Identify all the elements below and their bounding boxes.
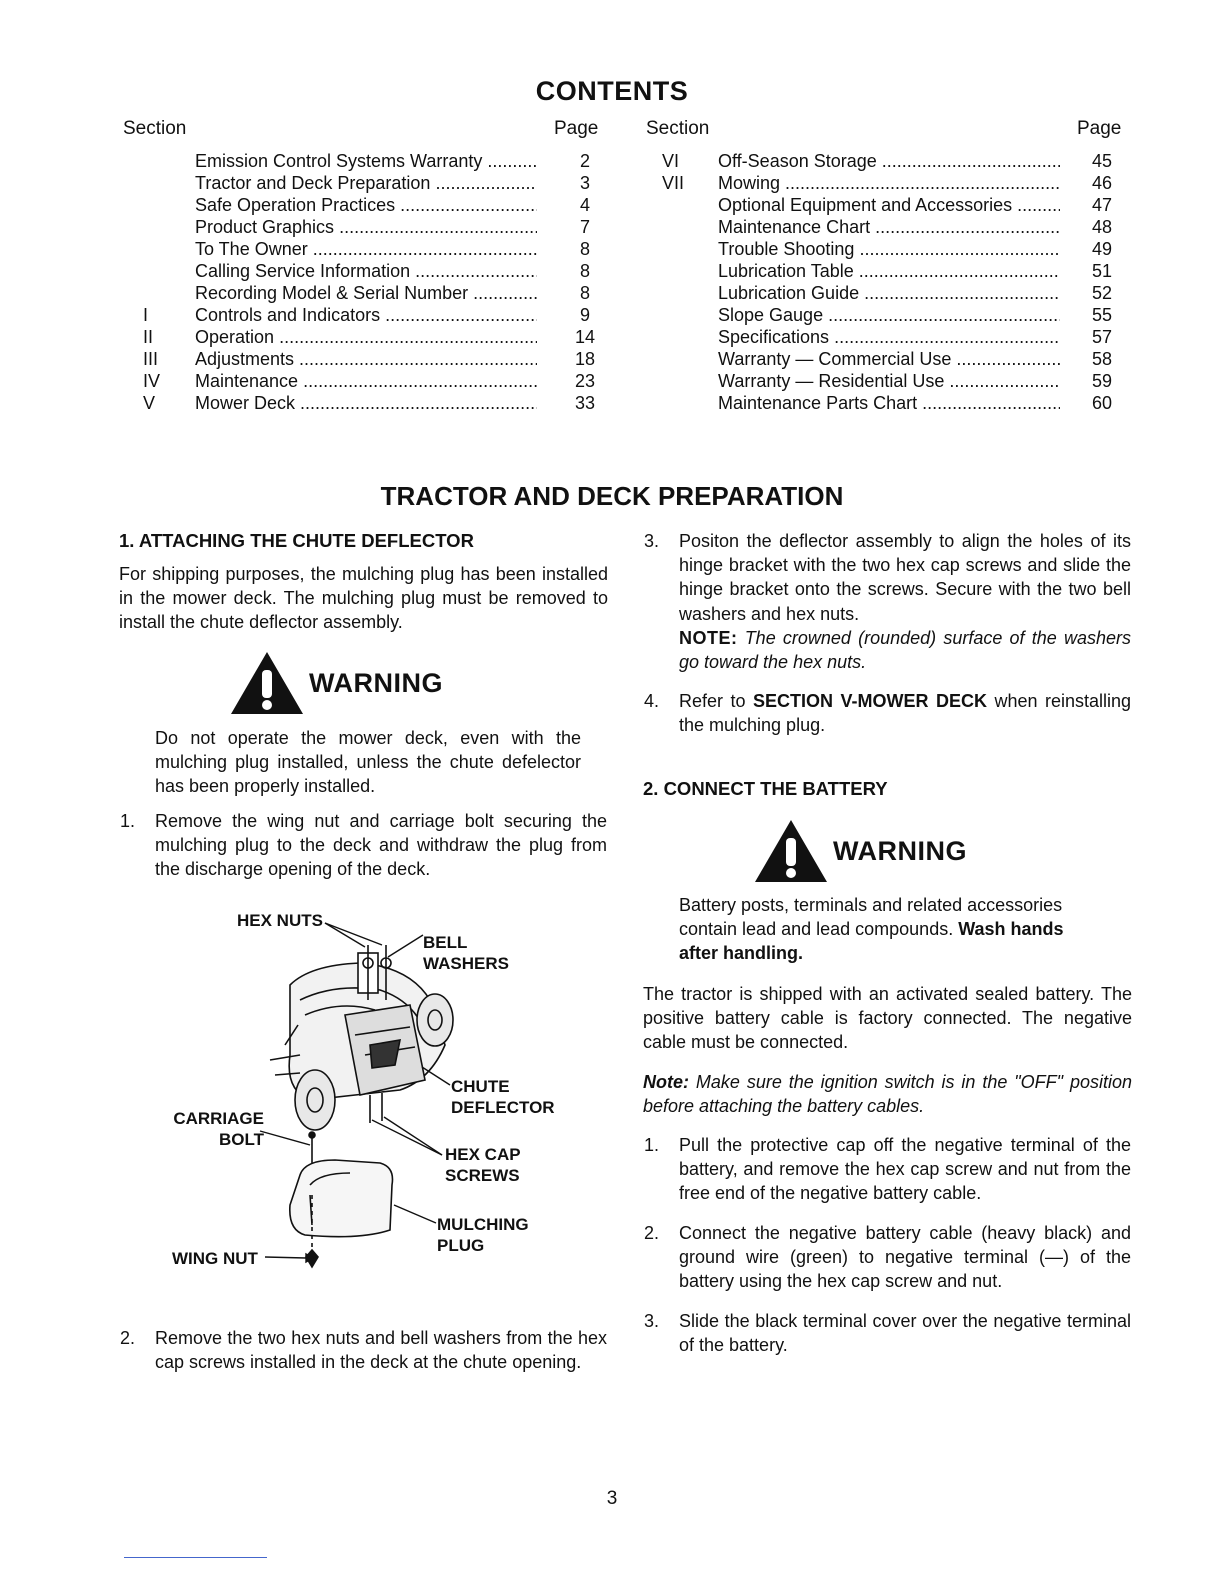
toc-entry-title: Maintenance ..... [195,370,537,392]
toc-entry [662,282,1122,304]
toc-entry-title: To The Owner ..... [195,238,537,260]
toc-section-number: V [143,393,156,413]
toc-entry-title: Maintenance Chart ..... [718,216,1060,238]
label-mulching-plug: MULCHING PLUG [437,1215,529,1255]
toc-entry-title: Emission Control Systems Warranty ..... [195,150,537,172]
toc-entry [662,326,1122,348]
footer-rule [124,1557,267,1558]
toc-page-number: 4 [579,195,590,215]
toc-page-number: 58 [1091,349,1113,369]
toc-entry [662,172,1122,194]
toc-entry [143,238,605,260]
toc-page-number: 8 [579,239,590,259]
toc-page-number: 47 [1091,195,1113,215]
battery-step-3: 3. Slide the black terminal cover over the negative terminal of the battery. [644,1311,1131,1356]
toc-page-number: 23 [574,371,596,391]
toc-page-number: 14 [574,327,596,347]
toc-entry-title: Warranty — Residential Use ..... [718,370,1060,392]
toc-entry-title: Tractor and Deck Preparation ..... [195,172,537,194]
warning-icon [753,818,829,884]
chute-warning-text: Do not operate the mower deck, even with the mulching plug installed, unless the chute defelector has been properly installed. [155,728,581,797]
chute-step-4: 4. Refer to SECTION V-MOWER DECK when reinstalling the mulching plug. [644,691,1132,736]
toc-entry-title: Mower Deck ..... [195,392,537,414]
toc-entry-title: Off-Season Storage ..... [718,150,1060,172]
toc-entry [143,172,605,194]
toc-page-number: 46 [1091,173,1113,193]
toc-entry-title: Safe Operation Practices ..... [195,194,537,216]
battery-warning-banner [753,818,967,884]
toc-entry [662,216,1122,238]
toc-entry-title: Product Graphics ..... [195,216,537,238]
toc-page-number: 55 [1091,305,1113,325]
battery-note: Note: Make sure the ignition switch is in the "OFF" position before attaching the battery cables. [643,1072,1132,1117]
battery-heading: 2. CONNECT THE BATTERY [643,778,888,799]
chute-deflector-figure [160,905,580,1285]
label-wing-nut: WING NUT [172,1249,258,1268]
page-number: 3 [606,1488,618,1509]
label-hex-nuts: HEX NUTS [237,911,323,930]
toc-section-header-right: Section [646,118,710,139]
toc-page-number: 52 [1091,283,1113,303]
toc-entry [662,304,1122,326]
toc-entry [143,348,605,370]
toc-entry [662,260,1122,282]
battery-warning-text: Battery posts, terminals and related accessories contain lead and lead compounds. Wash hands after handling. [679,895,1064,964]
toc-section-number: VI [662,151,680,171]
toc-page-number: 2 [579,151,590,171]
toc-page-number: 59 [1091,371,1113,391]
toc-section-number: III [143,349,159,369]
toc-entry [143,260,605,282]
toc-page-number: 3 [579,173,590,193]
toc-entry-title: Mowing ..... [718,172,1060,194]
toc-entry [143,194,605,216]
toc-page-header-left: Page [554,118,599,139]
toc-section-number: II [143,327,154,347]
toc-entry-title: Controls and Indicators ..... [195,304,537,326]
chute-step-1: 1. Remove the wing nut and carriage bolt securing the mulching plug to the deck and withdraw the plug from the discharge opening of the deck. [120,811,607,880]
toc-entry [143,304,605,326]
toc-section-header-left: Section [123,118,187,139]
toc-entry [143,216,605,238]
toc-entry [143,370,605,392]
toc-entry [662,150,1122,172]
toc-entry-title: Specifications ..... [718,326,1060,348]
toc-entry [662,392,1122,414]
chute-intro: For shipping purposes, the mulching plug has been installed in the mower deck. The mulching plug must be removed to install the chute deflector assembly. [119,564,608,633]
toc-entry-title: Optional Equipment and Accessories ..... [718,194,1060,216]
toc-page-number: 8 [579,261,590,281]
toc-entry-title: Slope Gauge ..... [718,304,1060,326]
chute-heading: 1. ATTACHING THE CHUTE DEFLECTOR [119,530,474,551]
toc-entry [662,348,1122,370]
toc-section-number: I [143,305,149,325]
warning-label: WARNING [833,835,967,866]
label-chute-deflector: CHUTE DEFLECTOR [451,1077,555,1117]
toc-entry-title: Calling Service Information ..... [195,260,537,282]
toc-entry-title: Lubrication Table ..... [718,260,1060,282]
toc-entry-title: Maintenance Parts Chart ..... [718,392,1060,414]
toc-entry [143,326,605,348]
battery-intro: The tractor is shipped with an activated sealed battery. The positive battery cable is factory connected. The negative cable must be connected. [643,984,1132,1053]
toc-page-number: 45 [1091,151,1113,171]
toc-entry-title: Recording Model & Serial Number ..... [195,282,537,304]
toc-entry [662,238,1122,260]
toc-page-number: 57 [1091,327,1113,347]
contents-title: CONTENTS [535,76,689,106]
label-bell-washers: BELL WASHERS [423,933,509,973]
chute-warning-banner [229,650,443,716]
toc-entry [662,194,1122,216]
chute-step-3: 3. Positon the deflector assembly to align the holes of its hinge bracket with the two hex cap screws and slide the hinge bracket onto the screws. Secure with the two bell washers and hex nuts. NOTE: The crowned (rounded) surface of the washers go toward the hex nuts. [679,529,1131,674]
toc-entry [662,370,1122,392]
toc-entry-title: Warranty — Commercial Use ..... [718,348,1060,370]
chute-step-2: 2. Remove the two hex nuts and bell washers from the hex cap screws installed in the deck at the chute opening. [120,1328,607,1373]
toc-entry [143,392,605,414]
toc-page-number: 9 [579,305,590,325]
toc-page-number: 7 [579,217,590,237]
toc-page-number: 8 [579,283,590,303]
toc-section-number: IV [143,371,161,391]
chute-note: NOTE: The crowned (rounded) surface of the washers go toward the hex nuts. [679,627,1131,673]
label-carriage-bolt: CARRIAGE BOLT [173,1109,264,1149]
toc-page-number: 18 [574,349,596,369]
toc-entry-title: Lubrication Guide ..... [718,282,1060,304]
toc-entry [143,282,605,304]
toc-section-number: VII [662,173,685,193]
toc-entry-title: Operation ..... [195,326,537,348]
toc-page-number: 60 [1091,393,1113,413]
toc-page-number: 51 [1091,261,1113,281]
toc-page-number: 49 [1091,239,1113,259]
warning-label: WARNING [309,667,443,698]
toc-entry-title: Trouble Shooting ..... [718,238,1060,260]
battery-step-1: 1. Pull the protective cap off the negative terminal of the battery, and remove the hex cap screw and nut from the free end of the negative battery cable. [644,1135,1131,1204]
label-hex-cap-screws: HEX CAP SCREWS [445,1145,521,1185]
section-title: TRACTOR AND DECK PREPARATION [380,481,844,511]
toc-entry-title: Adjustments ..... [195,348,537,370]
battery-step-2: 2. Connect the negative battery cable (heavy black) and ground wire (green) to negative terminal (—) of the battery using the hex cap screw and nut. [644,1223,1131,1292]
toc-entry [143,150,605,172]
toc-page-number: 33 [574,393,596,413]
toc-page-header-right: Page [1077,118,1122,139]
toc-page-number: 48 [1091,217,1113,237]
warning-icon [229,650,305,716]
